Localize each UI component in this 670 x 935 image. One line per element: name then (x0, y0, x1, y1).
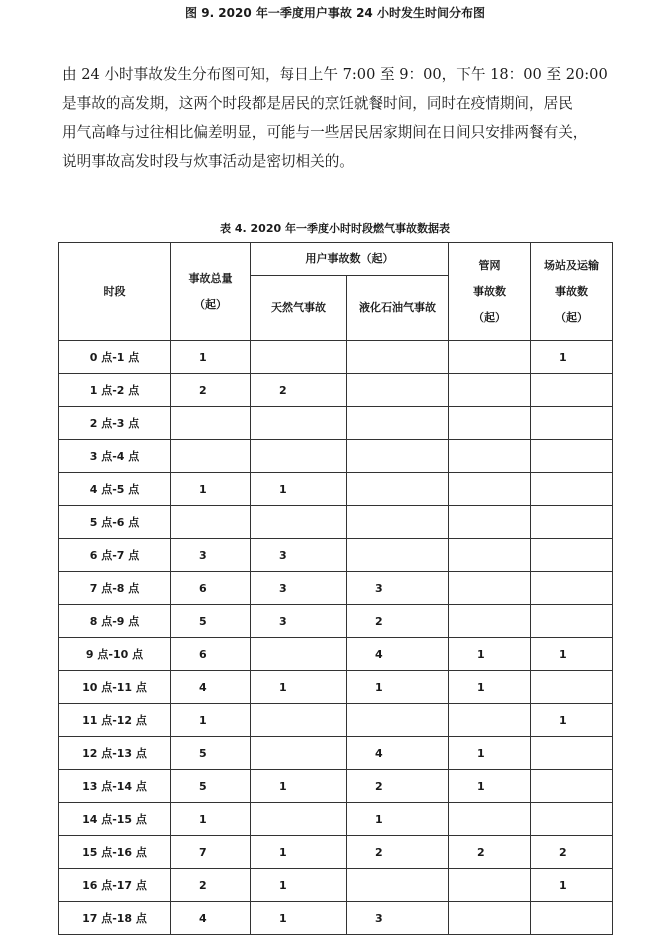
table-row (59, 737, 613, 770)
total-cell: 6 (171, 638, 251, 671)
pipe-network-cell (449, 803, 531, 836)
total-cell (171, 506, 251, 539)
header-natural-gas: 天然气事故 (251, 276, 347, 341)
natural-gas-cell: 3 (251, 539, 347, 572)
period-cell: 5 点-6 点 (59, 506, 171, 539)
table-row (59, 374, 613, 407)
table-row (59, 836, 613, 869)
pipe-network-cell: 1 (449, 671, 531, 704)
total-cell: 5 (171, 605, 251, 638)
header-station-transport: 场站及运输 事故数 （起） (531, 243, 613, 341)
lpg-cell (347, 869, 449, 902)
pipe-network-cell: 1 (449, 638, 531, 671)
period-cell: 15 点-16 点 (59, 836, 171, 869)
pipe-network-cell (449, 869, 531, 902)
pipe-network-cell (449, 440, 531, 473)
natural-gas-cell (251, 341, 347, 374)
station-cell: 1 (531, 638, 613, 671)
station-cell (531, 671, 613, 704)
lpg-cell: 4 (347, 737, 449, 770)
table-row (59, 638, 613, 671)
header-period: 时段 (59, 243, 171, 341)
natural-gas-cell: 1 (251, 770, 347, 803)
lpg-cell: 1 (347, 671, 449, 704)
natural-gas-cell: 1 (251, 836, 347, 869)
header-total: 事故总量 （起） (171, 243, 251, 341)
natural-gas-cell (251, 803, 347, 836)
pipe-network-cell (449, 341, 531, 374)
paragraph-line: 用气高峰与过往相比偏差明显，可能与一些居民居家期间在日间只安排两餐有关， (62, 124, 588, 141)
station-cell (531, 605, 613, 638)
lpg-cell (347, 473, 449, 506)
pipe-network-cell (449, 605, 531, 638)
lpg-cell (347, 374, 449, 407)
natural-gas-cell (251, 407, 347, 440)
total-cell (171, 440, 251, 473)
accident-data-table (58, 242, 613, 935)
station-cell (531, 407, 613, 440)
total-cell (171, 407, 251, 440)
period-cell: 9 点-10 点 (59, 638, 171, 671)
station-cell (531, 737, 613, 770)
header-pipe-network: 管网 事故数 （起） (449, 243, 531, 341)
paragraph-line: 是事故的高发期，这两个时段都是居民的烹饪就餐时间，同时在疫情期间，居民 (62, 95, 573, 112)
natural-gas-cell: 1 (251, 902, 347, 935)
total-cell: 4 (171, 902, 251, 935)
total-cell: 4 (171, 671, 251, 704)
figure-caption: 图 9. 2020 年一季度用户事故 24 小时发生时间分布图 (185, 6, 485, 20)
lpg-cell: 2 (347, 770, 449, 803)
period-cell: 14 点-15 点 (59, 803, 171, 836)
total-cell: 1 (171, 704, 251, 737)
table-caption: 表 4. 2020 年一季度小时时段燃气事故数据表 (220, 222, 450, 235)
table-row (59, 803, 613, 836)
lpg-cell: 3 (347, 572, 449, 605)
natural-gas-cell: 3 (251, 605, 347, 638)
table-row (59, 902, 613, 935)
header-user-accidents: 用户事故数（起） (251, 243, 449, 276)
lpg-cell: 2 (347, 605, 449, 638)
natural-gas-cell: 2 (251, 374, 347, 407)
natural-gas-cell (251, 704, 347, 737)
period-cell: 12 点-13 点 (59, 737, 171, 770)
period-cell: 8 点-9 点 (59, 605, 171, 638)
pipe-network-cell (449, 407, 531, 440)
lpg-cell (347, 506, 449, 539)
table-row (59, 704, 613, 737)
table-row (59, 869, 613, 902)
table-row (59, 473, 613, 506)
station-cell: 1 (531, 869, 613, 902)
total-cell: 7 (171, 836, 251, 869)
station-cell: 1 (531, 341, 613, 374)
station-cell (531, 902, 613, 935)
lpg-cell: 4 (347, 638, 449, 671)
station-cell (531, 473, 613, 506)
lpg-cell: 1 (347, 803, 449, 836)
table-row (59, 506, 613, 539)
station-cell (531, 803, 613, 836)
station-cell: 1 (531, 704, 613, 737)
period-cell: 3 点-4 点 (59, 440, 171, 473)
header-lpg: 液化石油气事故 (347, 276, 449, 341)
natural-gas-cell (251, 737, 347, 770)
pipe-network-cell (449, 506, 531, 539)
station-cell (531, 770, 613, 803)
period-cell: 17 点-18 点 (59, 902, 171, 935)
period-cell: 10 点-11 点 (59, 671, 171, 704)
table-row (59, 341, 613, 374)
paragraph-line: 由 24 小时事故发生分布图可知，每日上午 7:00 至 9：00，下午 18：00 至 20:00 (62, 66, 608, 83)
period-cell: 11 点-12 点 (59, 704, 171, 737)
total-cell: 1 (171, 473, 251, 506)
pipe-network-cell (449, 539, 531, 572)
lpg-cell: 2 (347, 836, 449, 869)
natural-gas-cell (251, 506, 347, 539)
table-row (59, 407, 613, 440)
pipe-network-cell (449, 902, 531, 935)
period-cell: 0 点-1 点 (59, 341, 171, 374)
pipe-network-cell (449, 704, 531, 737)
pipe-network-cell (449, 473, 531, 506)
station-cell (531, 506, 613, 539)
period-cell: 13 点-14 点 (59, 770, 171, 803)
natural-gas-cell: 1 (251, 869, 347, 902)
table-row (59, 671, 613, 704)
table-row (59, 539, 613, 572)
natural-gas-cell (251, 638, 347, 671)
natural-gas-cell: 3 (251, 572, 347, 605)
period-cell: 2 点-3 点 (59, 407, 171, 440)
total-cell: 1 (171, 341, 251, 374)
pipe-network-cell: 1 (449, 770, 531, 803)
period-cell: 4 点-5 点 (59, 473, 171, 506)
lpg-cell (347, 539, 449, 572)
lpg-cell (347, 341, 449, 374)
period-cell: 6 点-7 点 (59, 539, 171, 572)
total-cell: 2 (171, 374, 251, 407)
station-cell (531, 539, 613, 572)
pipe-network-cell (449, 374, 531, 407)
total-cell: 5 (171, 770, 251, 803)
natural-gas-cell: 1 (251, 473, 347, 506)
paragraph-line: 说明事故高发时段与炊事活动是密切相关的。 (62, 153, 354, 170)
station-cell: 2 (531, 836, 613, 869)
lpg-cell (347, 407, 449, 440)
period-cell: 16 点-17 点 (59, 869, 171, 902)
table-row (59, 770, 613, 803)
body-paragraph (62, 60, 642, 176)
pipe-network-cell: 1 (449, 737, 531, 770)
natural-gas-cell: 1 (251, 671, 347, 704)
station-cell (531, 440, 613, 473)
total-cell: 1 (171, 803, 251, 836)
table-row (59, 440, 613, 473)
period-cell: 1 点-2 点 (59, 374, 171, 407)
period-cell: 7 点-8 点 (59, 572, 171, 605)
station-cell (531, 374, 613, 407)
total-cell: 2 (171, 869, 251, 902)
pipe-network-cell: 2 (449, 836, 531, 869)
lpg-cell (347, 440, 449, 473)
table-row (59, 605, 613, 638)
natural-gas-cell (251, 440, 347, 473)
lpg-cell (347, 704, 449, 737)
total-cell: 6 (171, 572, 251, 605)
station-cell (531, 572, 613, 605)
table-row (59, 572, 613, 605)
total-cell: 5 (171, 737, 251, 770)
pipe-network-cell (449, 572, 531, 605)
lpg-cell: 3 (347, 902, 449, 935)
total-cell: 3 (171, 539, 251, 572)
